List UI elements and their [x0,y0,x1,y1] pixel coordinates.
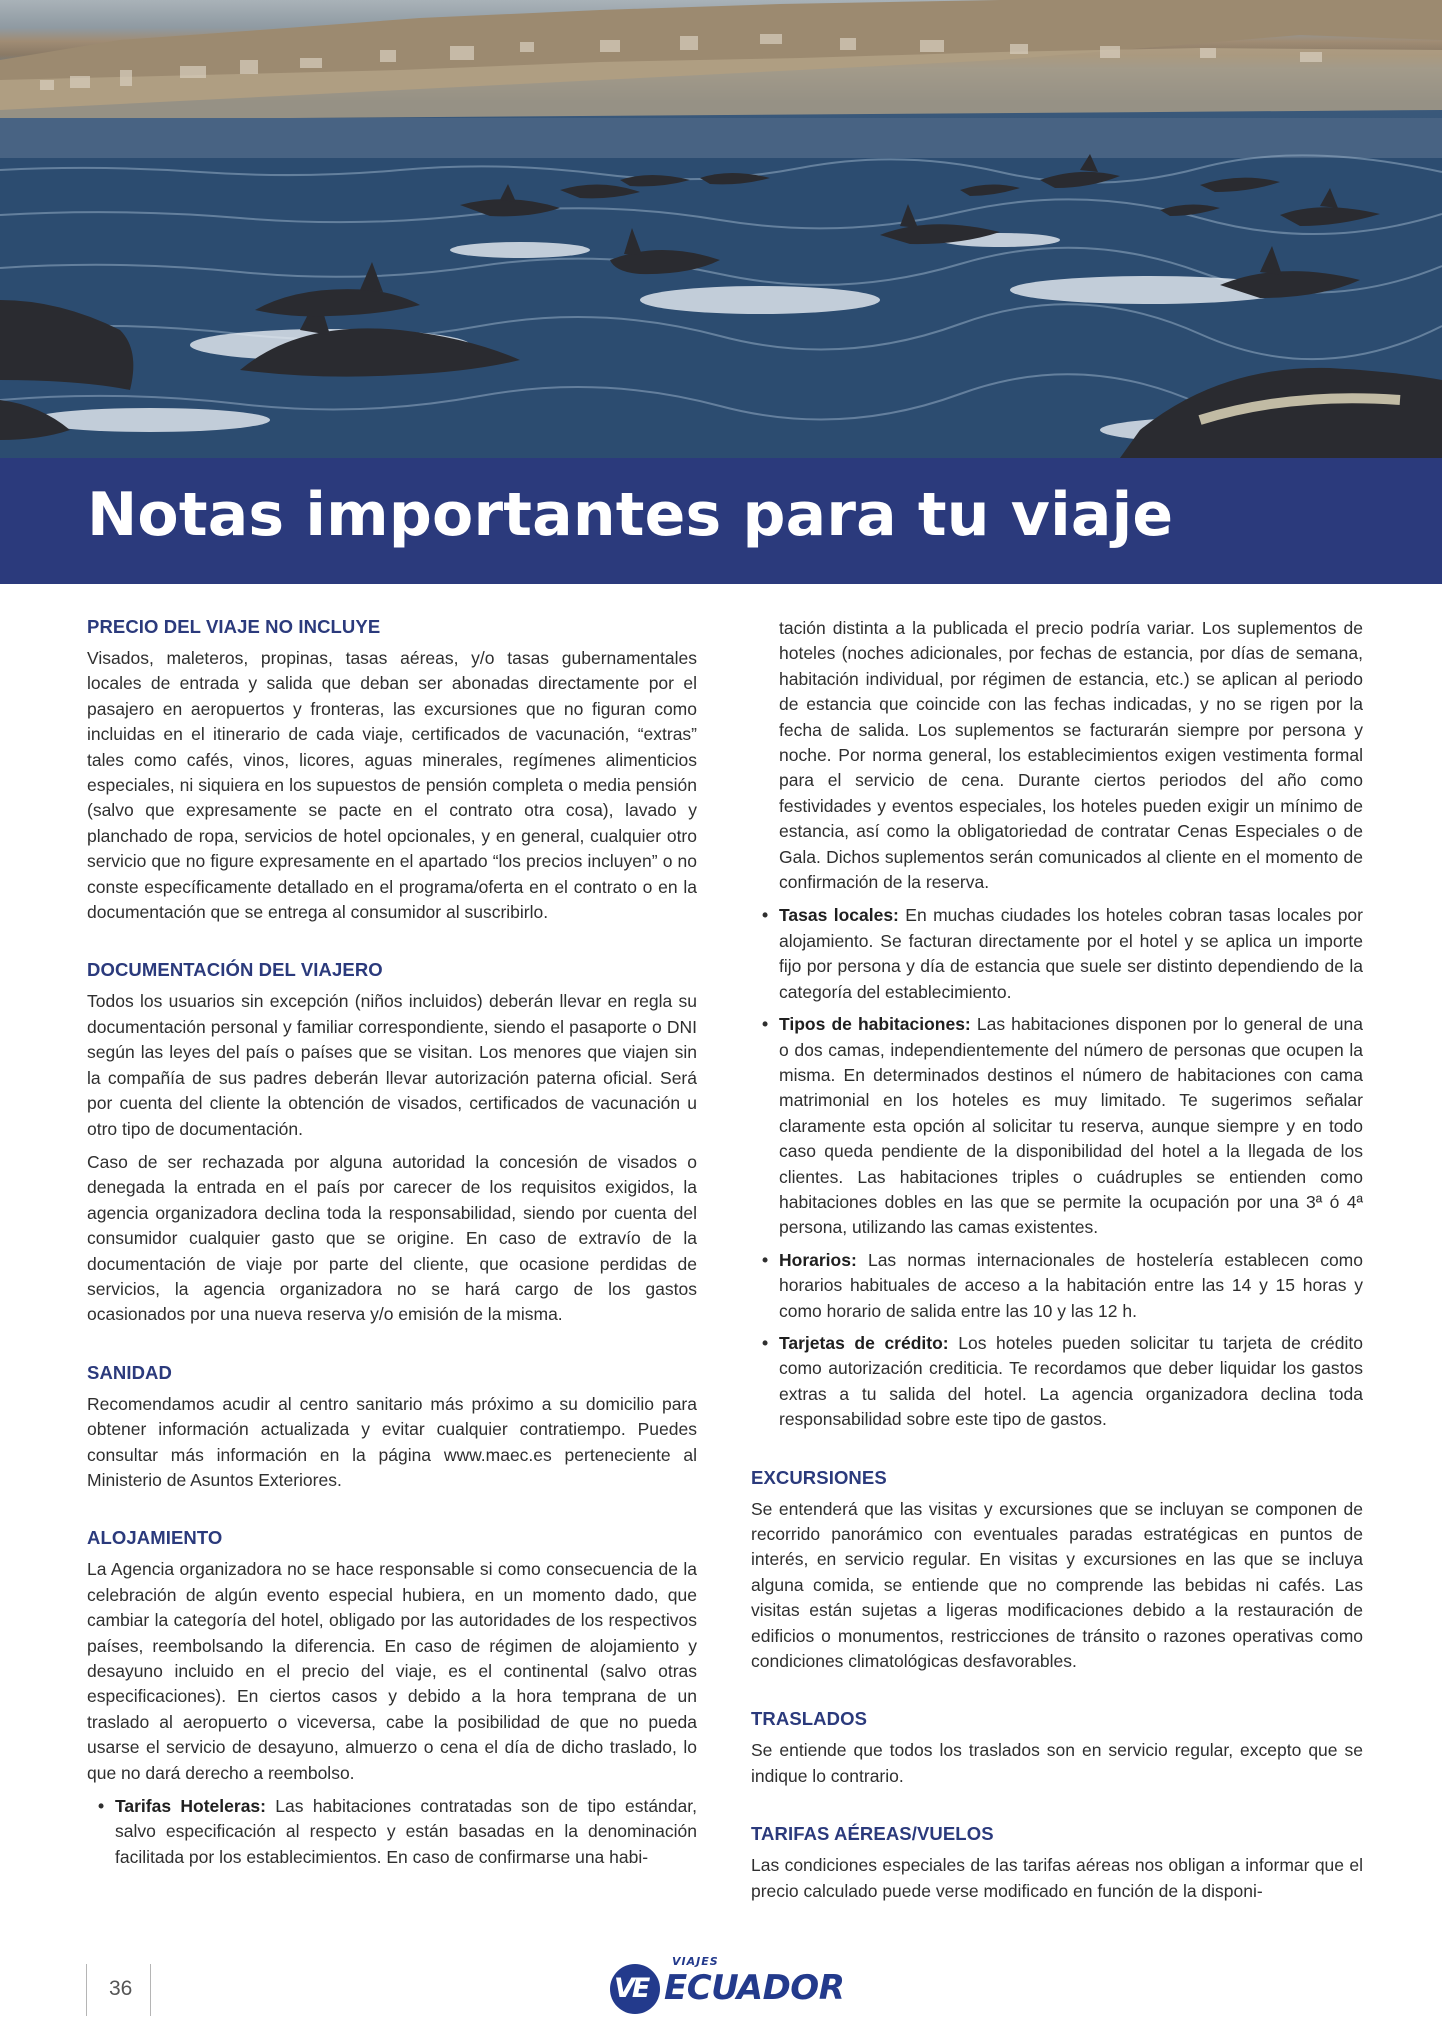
logo-mark-letters: VE [614,1973,648,2004]
logo-sub-text: VIAJES [672,1955,719,1968]
heading-tarifas-aereas: TARIFAS AÉREAS/VUELOS [751,1823,994,1845]
section-excursiones [751,1467,1363,1675]
paragraph-excursiones: Se entenderá que las visitas y excursiones que se incluyan se componen de recorrido panorámico con eventuales paradas estratégicas en puntos de interés, en servicio regular. En visitas y excursiones en las que se incluya alguna comida, se entiende que no comprende las bebidas ni cafés. Las visitas están sujetas a ligeras modificaciones debido a la restauración de edificios o monumentos, restricciones de tránsito o razones operativas como condiciones climatológicas desfavorables. [751,1498,1363,1672]
dolphins-illustration [0,0,1442,458]
bullet-label: Tipos de habitaciones: [779,1014,971,1035]
section-sanidad [87,1362,697,1494]
right-column [751,616,1363,1938]
bullet-tipos-habitaciones [751,1012,1363,1241]
hero-photo-dolphins [0,0,1442,458]
page-title: Notas importantes para tu viaje [87,480,1174,550]
bullet-label: Tarifas Hoteleras: [115,1796,266,1817]
paragraph-alojamiento: La Agencia organizadora no se hace responsable si como consecuencia de la celebración de algún evento especial hubiera, en un momento dado, que cambiar la categoría del hotel, obligado por las autoridades de los respectivos países, reembolsando la diferencia. En caso de régimen de alojamiento y desayuno incluido en el precio del viaje, es el continental (salvo otras especificaciones). En ciertos casos y debido a la hora temprana de un traslado al aeropuerto o viceversa, cabe la posibilidad de que no pueda usarse el servicio de desayuno, almuerzo o cena el día de dicho traslado, lo que no dará derecho a reembolso. [87,1559,697,1783]
footer-divider-left [86,1964,87,2016]
section-tarifas-aereas [751,1823,1363,1904]
paragraph-sanidad: Recomendamos acudir al centro sanitario más próximo a su domicilio para obtener información actualizada y evitar cualquier contratiempo. Puedes consultar más información en la página www.maec.es perteneciente al Ministerio de Asuntos Exteriores. [87,1393,697,1490]
bullet-dot: • [762,1249,769,1270]
heading-documentacion: DOCUMENTACIÓN DEL VIAJERO [87,959,383,981]
bullet-dot: • [762,1332,769,1353]
paragraph-traslados: Se entiende que todos los traslados son en servicio regular, excepto que se indique lo contrario. [751,1740,1363,1786]
section-precio [87,616,697,925]
footer-divider-right [150,1964,151,2016]
heading-alojamiento: ALOJAMIENTO [87,1527,223,1549]
section-alojamiento [87,1527,697,1870]
bullet-text: En muchas ciudades los hoteles cobran tasas locales por alojamiento. Se facturan directamente por el hotel y se aplica un importe fijo por persona y día de estancia que suele ser distinto dependiendo de la categoría del establecimiento. [779,905,1363,1002]
paragraph-precio: Visados, maleteros, propinas, tasas aéreas, y/o tasas gubernamentales locales de entrada y salida que deban ser abonadas directamente por el pasajero en aeropuertos y fronteras, las excursiones que no figuran como incluidas en el itinerario de cada viaje, certificados de vacunación, “extras” tales como cafés, vinos, licores, aguas minerales, regímenes alimenticios especiales, ni siquiera en los supuestos de pensión completa o media pensión (salvo que expresamente se pacte en el contrato otra cosa), lavado y planchado de ropa, servicios de hotel opcionales, y en general, cualquier otro servicio que no figure expresamente en el apartado “los precios incluyen” o no conste específicamente detallado en el programa/oferta en el contrato o en la documentación que se entrega al consumidor al suscribirlo. [87,648,697,923]
bullet-label: Tarjetas de crédito: [779,1332,949,1353]
heading-excursiones: EXCURSIONES [751,1466,887,1488]
viajes-ecuador-logo [610,1955,845,2015]
bullet-dot: • [762,905,769,926]
bullet-label: Horarios: [779,1249,857,1270]
bullet-tarjetas-credito [751,1331,1363,1433]
left-column [87,616,697,1904]
title-band [0,458,1442,584]
section-documentacion [87,959,697,1327]
paragraph-documentacion-2: Caso de ser rechazada por alguna autoridad la concesión de visados o denegada la entrada en el país por carecer de los requisitos exigidos, la agencia organizadora declina toda la responsabilidad, siendo por cuenta del consumidor cualquier gasto que se origine. En caso de extravío de la documentación de viaje por parte del cliente, que ocasione perdidas de servicios, la agencia organizadora no se hará cargo de los gastos ocasionados por una nueva reserva y/o emisión de la misma. [87,1151,697,1325]
bullet-tarifas-hoteleras [87,1794,697,1870]
bullet-text: Las habitaciones contratadas son de tipo estándar, salvo especificación al respecto y están basadas en la denominación facilitada por los establecimientos. En caso de confirmarse una habi- [115,1796,697,1867]
bullet-text: Los hoteles pueden solicitar tu tarjeta de crédito como autorización crediticia. Te recordamos que deber liquidar los gastos extras a tu salida del hotel. La agencia organizadora declina toda responsabilidad sobre este tipo de gastos. [779,1332,1364,1430]
bullet-text: Las normas internacionales de hostelería establecen como horarios habituales de acceso a la habitación entre las 14 y 15 horas y como horario de salida entre las 10 y las 12 h. [779,1249,1363,1321]
bullet-text: Las habitaciones disponen por lo general de una o dos camas, independientemente del número de personas que ocupen la misma. En determinados destinos el número de habitaciones con cama matrimonial en los hoteles es muy limitado. Te sugerimos señalar claramente esta opción al solicitar tu reserva, aunque siempre y en todo caso queda pendiente de la disponibilidad del hotel a la llegada de los clientes. Las habitaciones triples o cuádruples se entienden como habitaciones dobles en las que se permite la ocupación por una 3ª ó 4ª persona, utilizando las camas existentes. [779,1014,1363,1238]
bullet-tasas-locales [751,903,1363,1005]
alojamiento-bullets [87,1794,697,1870]
bullet-label: Tasas locales: [779,905,899,926]
paragraph-documentacion-1: Todos los usuarios sin excepción (niños incluidos) deberán llevar en regla su documentación personal y familiar correspondiente, siendo el pasaporte o DNI según las leyes del país o países que se visitan. Los menores que viajen sin la compañía de sus padres deberán llevar autorización paterna oficial. Será por cuenta del cliente la obtención de visados, certificados de vacunación u otro tipo de documentación. [87,991,697,1139]
logo-name-text: ECUADOR [664,1968,845,2008]
bullet-dot: • [98,1796,105,1817]
section-alojamiento-cont [751,616,1363,1433]
heading-precio: PRECIO DEL VIAJE NO INCLUYE [87,616,381,637]
section-traslados [751,1708,1363,1789]
heading-traslados: TRASLADOS [751,1708,868,1730]
bullet-horarios [751,1248,1363,1324]
page-number: 36 [109,1977,133,2000]
bullet-dot: • [762,1014,769,1035]
paragraph-tarifas-aereas: Las condiciones especiales de las tarifas aéreas nos obligan a informar que el precio calculado puede verse modificado en función de la disponi- [751,1855,1363,1901]
paragraph-alojamiento-continuation: tación distinta a la publicada el precio podría variar. Los suplementos de hoteles (noches adicionales, por fechas de estancia, por días de semana, habitación individual, por régimen de estancia, etc.) se aplican al periodo de estancia que coincide con las fechas indicadas, y no se rigen por la fecha de salida. Los suplementos se facturarán siempre por persona y noche. Por norma general, los establecimientos exigen vestimenta formal para el servicio de cena. Durante ciertos periodos del año como festividades y eventos especiales, los hoteles pueden exigir un mínimo de estancia, así como la obligatoriedad de contratar Cenas Especiales o de Gala. Dichos suplementos serán comunicados al cliente en el momento de confirmación de la reserva. [779,618,1363,893]
hotel-bullets [751,903,1363,1432]
logo-mark-icon [610,1964,660,2014]
heading-sanidad: SANIDAD [87,1361,172,1383]
